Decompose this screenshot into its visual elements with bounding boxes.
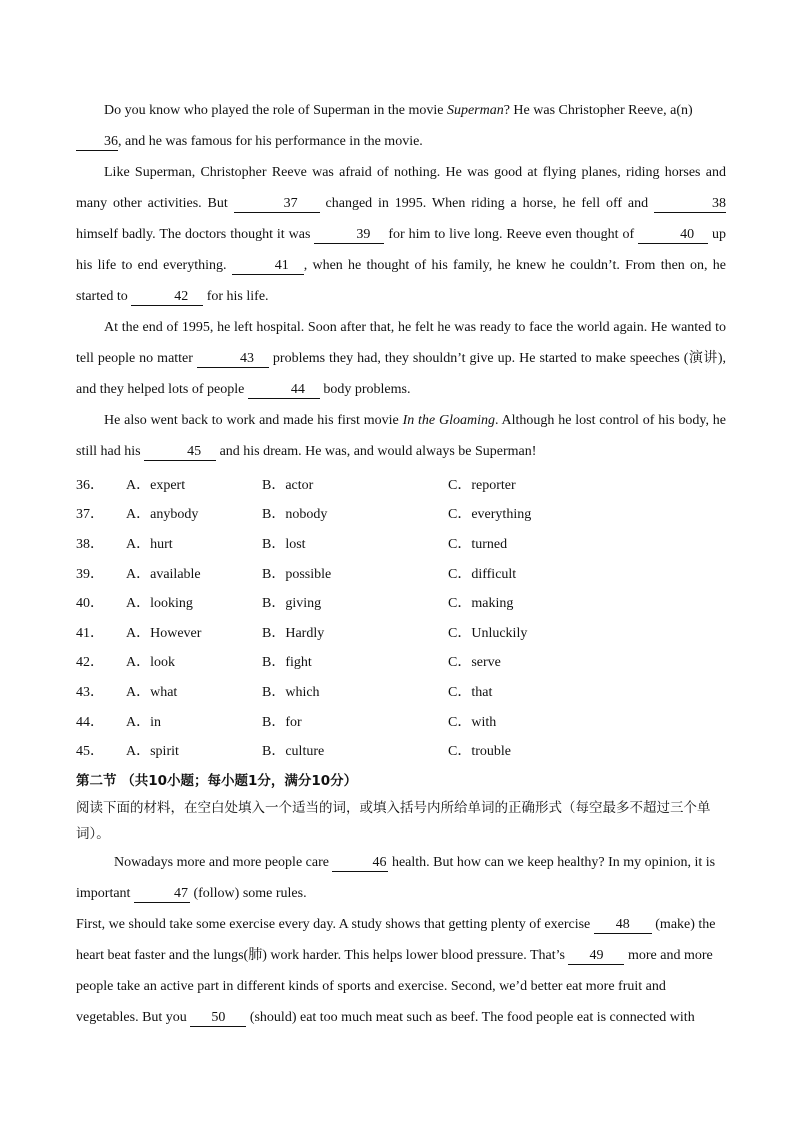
blank-36[interactable]: 36 [76,134,118,151]
question-number: 42． [76,655,104,671]
text: . Although he lost control of his body, he still had his [76,413,727,459]
option-a[interactable]: A．expert [126,477,186,493]
option-row [76,469,726,499]
blank-42[interactable]: 42 [131,289,203,306]
passage-paragraph-1 [76,95,726,157]
text: changed in 1995. When riding a horse, he fell off and [319,196,654,211]
option-b[interactable]: B．which [262,684,320,700]
option-row [76,499,726,529]
option-row [76,647,726,677]
option-c[interactable]: C．turned [448,536,508,552]
option-c[interactable]: C．everything [448,507,532,523]
text: , and he was famous for his performance in the movie. [118,134,423,149]
text: for his life. [203,289,269,304]
option-a[interactable]: A．what [126,684,178,700]
blank-49[interactable]: 49 [568,948,624,965]
option-row [76,676,726,706]
text: (make) the heart beat faster and the lungs(肺) work harder. This helps lower blood pressure. That’s [76,916,716,963]
text: problems they had, they shouldn’t give up. He started to make speeches (演讲), and they helped lots of people [76,351,726,397]
text: health. But how can we keep healthy? In my opinion, it is important [76,854,716,901]
option-c[interactable]: C．making [448,596,514,612]
question-number: 36． [76,477,104,493]
option-b[interactable]: B．fight [262,655,312,671]
section-title: 第二节 （共10小题；每小题1分，满分10分） [76,772,358,789]
text: ? He was Christopher Reeve, a(n) [503,103,693,118]
question-number: 37． [76,507,104,523]
blank-41[interactable]: 41 [232,258,304,275]
blank-38[interactable]: 38 [654,196,726,213]
movie-title: Superman [446,103,504,118]
option-a[interactable]: A．available [126,566,201,582]
option-a[interactable]: A．anybody [126,507,199,523]
option-b[interactable]: B．lost [262,536,306,552]
text: more and more people take an active part in different kinds of sports and exercise. Second, we’d better eat more fruit and vegetables. But you [76,947,713,1025]
question-number: 40． [76,596,104,612]
section-instruction: 阅读下面的材料，在空白处填入一个适当的词，或填入括号内所给单词的正确形式（每空最多不超过三个单词）。 [76,799,711,842]
option-a[interactable]: A．in [126,714,161,730]
option-b[interactable]: B．Hardly [262,625,325,641]
question-number: 44． [76,714,104,730]
option-row [76,587,726,617]
option-b[interactable]: B．actor [262,477,314,493]
passage-paragraph-3 [76,312,726,405]
text: Nowadays more and more people care [114,854,333,870]
option-b[interactable]: B．possible [262,566,332,582]
passage2-paragraph-1 [76,847,726,909]
option-c[interactable]: C．trouble [448,744,511,760]
exam-page [76,95,726,1033]
blank-46[interactable]: 46 [332,855,388,872]
option-row [76,558,726,588]
option-c[interactable]: C．reporter [448,477,516,493]
text: He also went back to work and made his first movie [104,413,403,428]
text: At the end of 1995, he left hospital. Soon after that, he felt he was ready to face the world again. He wanted to tell people no matter [76,320,726,366]
option-row [76,706,726,736]
option-a[interactable]: A．spirit [126,744,179,760]
text: himself badly. The doctors thought it was [76,227,315,242]
text: and his dream. He was, and would always be Superman! [216,444,537,459]
option-row [76,617,726,647]
passage-paragraph-4 [76,405,726,467]
passage2-paragraph-2 [76,909,726,1033]
option-row [76,528,726,558]
question-number: 43． [76,684,104,700]
option-a[interactable]: A．However [126,625,202,641]
blank-48[interactable]: 48 [594,917,652,934]
option-a[interactable]: A．hurt [126,536,173,552]
blank-40[interactable]: 40 [638,227,708,244]
blank-50[interactable]: 50 [190,1010,246,1027]
text: body problems. [319,382,411,397]
blank-39[interactable]: 39 [314,227,384,244]
passage-paragraph-2 [76,157,726,312]
text: Like Superman, Christopher Reeve was afraid of nothing. He was good at flying planes, riding horses and many other activities. But [76,165,726,211]
text: First, we should take some exercise every day. A study shows that getting plenty of exercise [76,916,594,932]
options-list [76,469,726,765]
text: , when he thought of his family, he knew he couldn’t. From then on, he started to [76,258,727,304]
option-b[interactable]: B．giving [262,596,322,612]
text: Do you know who played the role of Superman in the movie [104,103,447,118]
option-b[interactable]: B．nobody [262,507,328,523]
text: (should) eat too much meat such as beef. The food people eat is connected with [246,1009,695,1025]
option-c[interactable]: C．with [448,714,497,730]
option-c[interactable]: C．difficult [448,566,517,582]
option-c[interactable]: C．serve [448,655,501,671]
blank-45[interactable]: 45 [144,444,216,461]
text: (follow) some rules. [189,885,307,901]
blank-47[interactable]: 47 [134,886,190,903]
option-row [76,735,726,765]
option-b[interactable]: B．for [262,714,302,730]
movie-title: In the Gloaming [402,413,495,428]
fill-in-passage [76,847,726,1033]
cloze-passage [76,95,726,467]
blank-43[interactable]: 43 [197,351,269,368]
text: up his life to end everything. [76,227,727,273]
option-a[interactable]: A．look [126,655,175,671]
text: for him to live long. Reeve even thought of [384,227,639,242]
blank-37[interactable]: 37 [234,196,320,213]
question-number: 38． [76,536,104,552]
option-c[interactable]: C．that [448,684,493,700]
blank-44[interactable]: 44 [248,382,320,399]
question-number: 45． [76,744,104,760]
option-a[interactable]: A．looking [126,596,193,612]
question-number: 41． [76,625,104,641]
option-c[interactable]: C．Unluckily [448,625,528,641]
question-number: 39． [76,566,104,582]
option-b[interactable]: B．culture [262,744,325,760]
